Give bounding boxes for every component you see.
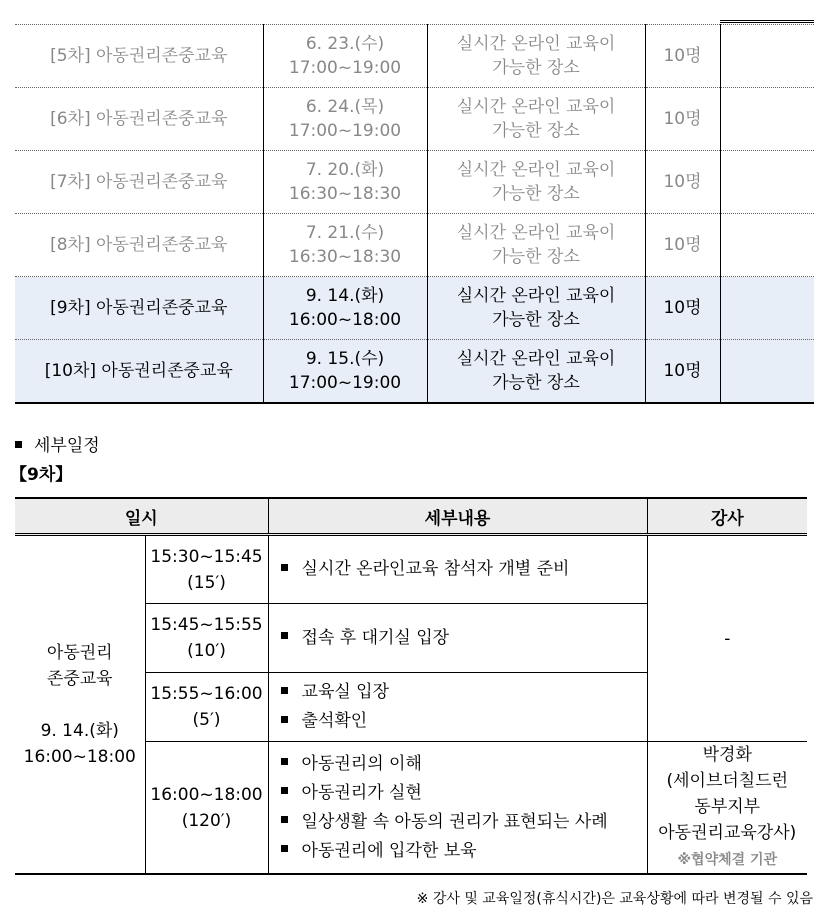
square-bullet-icon — [281, 632, 288, 639]
square-bullet-icon — [281, 758, 288, 765]
blank-cell — [720, 25, 814, 88]
blank-cell — [720, 151, 814, 214]
content-cell — [268, 742, 647, 875]
session-name: [8차] 아동권리존중교육 — [15, 214, 263, 277]
header-lecturer: 강사 — [647, 498, 807, 535]
session-datetime: 6. 23.(수) 17:00~19:00 — [263, 25, 427, 88]
lecturer-note: ※협약체결 기관 — [677, 852, 778, 868]
content-cell — [268, 673, 647, 742]
schedule-row — [15, 535, 807, 604]
blank-cell — [720, 277, 814, 340]
list-item: 아동권리가 실현 — [281, 779, 647, 808]
blank-cell — [720, 340, 814, 404]
lecturer-name: 박경화 — [702, 745, 752, 765]
session-datetime: 7. 21.(수) 16:30~18:30 — [263, 214, 427, 277]
session-place: 실시간 온라인 교육이 가능한 장소 — [427, 88, 645, 151]
list-item: 출석확인 — [281, 707, 647, 736]
time-slot: 16:00~18:00 (120′) — [145, 742, 268, 875]
detail-schedule-table — [15, 497, 807, 875]
session-capacity: 10명 — [645, 277, 720, 340]
list-item: 아동권리에 입각한 보육 — [281, 837, 647, 866]
schedule-subheading: 【9차】 — [10, 465, 73, 485]
lecturer-info: 박경화 (세이브더칠드런 동부지부 아동권리교육강사) ※협약체결 기관 — [647, 742, 807, 875]
session-name: [6차] 아동권리존중교육 — [15, 88, 263, 151]
list-item: 접속 후 대기실 입장 — [281, 624, 647, 653]
square-bullet-icon — [15, 441, 22, 448]
session-capacity: 10명 — [645, 214, 720, 277]
section-heading — [15, 431, 100, 456]
square-bullet-icon — [281, 564, 288, 571]
session-row — [15, 214, 814, 277]
time-slot: 15:55~16:00 (5′) — [145, 673, 268, 742]
session-datetime: 9. 15.(수) 17:00~19:00 — [263, 340, 427, 404]
session-capacity: 10명 — [645, 88, 720, 151]
time-slot: 15:45~15:55 (10′) — [145, 604, 268, 673]
session-name: [10차] 아동권리존중교육 — [15, 340, 263, 404]
header-when: 일시 — [15, 498, 268, 535]
session-place: 실시간 온라인 교육이 가능한 장소 — [427, 277, 645, 340]
square-bullet-icon — [281, 816, 288, 823]
program-cell: 아동권리 존중교육 9. 14.(화) 16:00~18:00 — [15, 535, 145, 875]
content-cell — [268, 535, 647, 604]
list-item: 일상생활 속 아동의 권리가 표현되는 사례 — [281, 808, 647, 837]
square-bullet-icon — [281, 716, 288, 723]
session-datetime: 6. 24.(목) 17:00~19:00 — [263, 88, 427, 151]
session-name: [9차] 아동권리존중교육 — [15, 277, 263, 340]
header-content: 세부내용 — [268, 498, 647, 535]
session-row-highlighted — [15, 340, 814, 404]
session-row-highlighted — [15, 277, 814, 340]
table-corner-rule — [720, 20, 814, 23]
blank-cell — [720, 88, 814, 151]
session-name: [7차] 아동권리존중교육 — [15, 151, 263, 214]
session-row — [15, 25, 814, 88]
section-title: 세부일정 — [34, 436, 100, 456]
time-slot: 15:30~15:45 (15′) — [145, 535, 268, 604]
blank-cell — [720, 214, 814, 277]
session-datetime: 9. 14.(화) 16:00~18:00 — [263, 277, 427, 340]
session-place: 실시간 온라인 교육이 가능한 장소 — [427, 340, 645, 404]
footnote: ※ 강사 및 교육일정(휴식시간)은 교육상황에 따라 변경될 수 있음 — [416, 891, 813, 907]
session-place: 실시간 온라인 교육이 가능한 장소 — [427, 25, 645, 88]
square-bullet-icon — [281, 787, 288, 794]
square-bullet-icon — [281, 845, 288, 852]
session-capacity: 10명 — [645, 25, 720, 88]
session-place: 실시간 온라인 교육이 가능한 장소 — [427, 151, 645, 214]
lecturer-cell: - — [647, 535, 807, 742]
list-item: 교육실 입장 — [281, 678, 647, 707]
session-datetime: 7. 20.(화) 16:30~18:30 — [263, 151, 427, 214]
session-capacity: 10명 — [645, 340, 720, 404]
list-item: 아동권리의 이해 — [281, 750, 647, 779]
session-row — [15, 151, 814, 214]
session-name: [5차] 아동권리존중교육 — [15, 25, 263, 88]
session-place: 실시간 온라인 교육이 가능한 장소 — [427, 214, 645, 277]
session-row — [15, 88, 814, 151]
session-table — [15, 24, 814, 404]
square-bullet-icon — [281, 687, 288, 694]
content-cell — [268, 604, 647, 673]
list-item: 실시간 온라인교육 참석자 개별 준비 — [281, 555, 647, 584]
session-capacity: 10명 — [645, 151, 720, 214]
